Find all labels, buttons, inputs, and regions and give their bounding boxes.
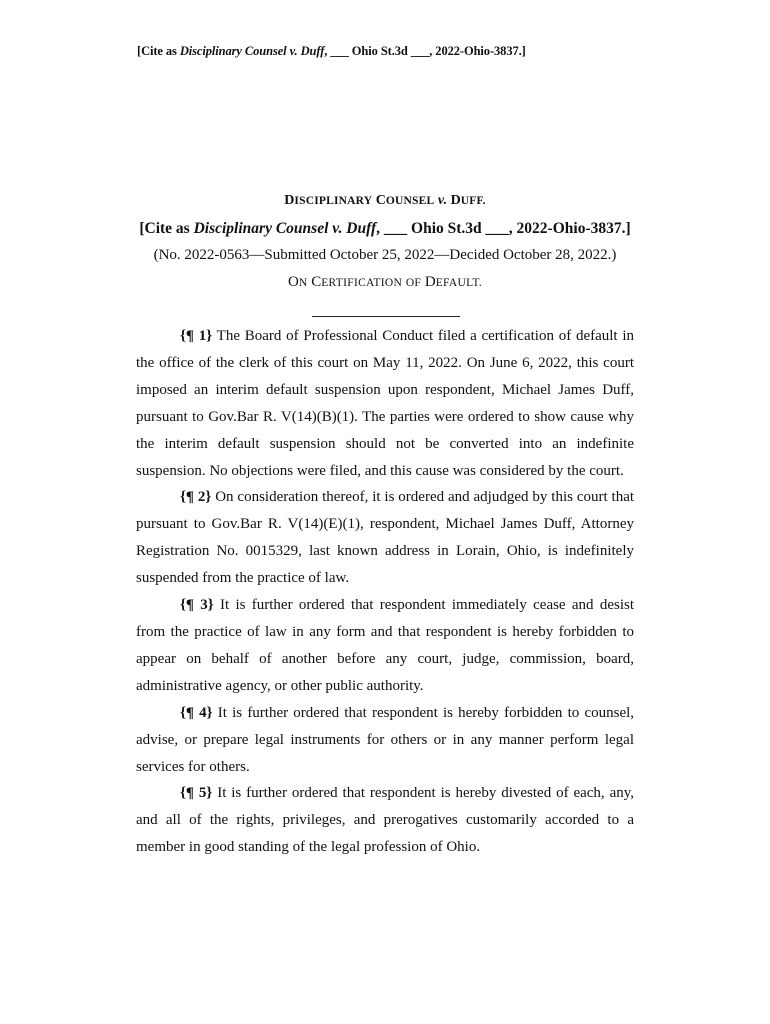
- citation-line: [0, 220, 770, 238]
- paragraph-text: The Board of Professional Conduct filed a certification of default in the office of the clerk of this court on May 11, 2022. On June 6, 2022, this court imposed an interim default suspension upon respondent, Michael James Duff, pursuant to Gov.Bar R. V(14)(B)(1). The parties were ordered to show cause why the interim default suspension should not be converted into an indefinite suspension. No objections were filed, and this cause was considered by the court.: [136, 328, 635, 479]
- docket-line: (No. 2022-0563—Submitted October 25, 2022—Decided October 28, 2022.): [153, 247, 617, 263]
- paragraph-text: It is further ordered that respondent is hereby divested of each, any, and all of the rights, privileges, and prerogatives customarily accorded to a member in good standing of the legal profession of Ohio.: [136, 785, 635, 856]
- paragraph-text: It is further ordered that respondent is hereby forbidden to counsel, advise, or prepare legal instruments for others or in any manner perform legal services for others.: [136, 704, 635, 775]
- paragraph-mark: {¶ 4}: [180, 704, 213, 721]
- paragraph-mark: {¶ 3}: [180, 597, 214, 614]
- certification-heading: ON CERTIFICATION OF DEFAULT.: [287, 274, 483, 290]
- cite-suffix: , ___ Ohio St.3d ___, 2022-Ohio-3837.]: [376, 220, 631, 237]
- paragraph-text: On consideration thereof, it is ordered and adjudged by this court that pursuant to Gov.Bar R. V(14)(E)(1), respondent, Michael James Duff, Attorney Registration No. 0015329, last known address in Lorain, Ohio, is indefinitely suspended from the practice of law.: [136, 489, 635, 587]
- header-cite-prefix: [Cite as: [137, 44, 180, 58]
- paragraph-mark: {¶ 1}: [180, 328, 213, 344]
- versus: v.: [437, 193, 448, 208]
- header-cite-suffix: , ___ Ohio St.3d ___, 2022-Ohio-3837.]: [324, 44, 526, 58]
- header-case-name: Disciplinary Counsel v. Duff: [179, 44, 325, 58]
- opinion-body: [136, 323, 634, 861]
- cite-prefix: [Cite as: [139, 220, 194, 237]
- paragraph-5: [136, 780, 634, 861]
- paragraph-mark: {¶ 2}: [180, 489, 212, 506]
- paragraph-text: It is further ordered that respondent immediately cease and desist from the practice of law in any form and that respondent is hereby forbidden to appear on behalf of another before any court, judge, commission, board, administrative agency, or other public authority.: [136, 597, 634, 694]
- separator-rule: [312, 316, 460, 317]
- paragraph-mark: {¶ 5}: [180, 785, 213, 802]
- running-citation-header: [137, 44, 526, 59]
- paragraph-4: [136, 700, 634, 781]
- cite-case-name: Disciplinary Counsel v. Duff: [193, 220, 377, 237]
- paragraph-1: [136, 323, 634, 484]
- paragraph-2: [136, 484, 634, 592]
- paragraph-3: [136, 592, 634, 700]
- case-title: DISCIPLINARY COUNSEL v. DUFF.: [284, 193, 486, 208]
